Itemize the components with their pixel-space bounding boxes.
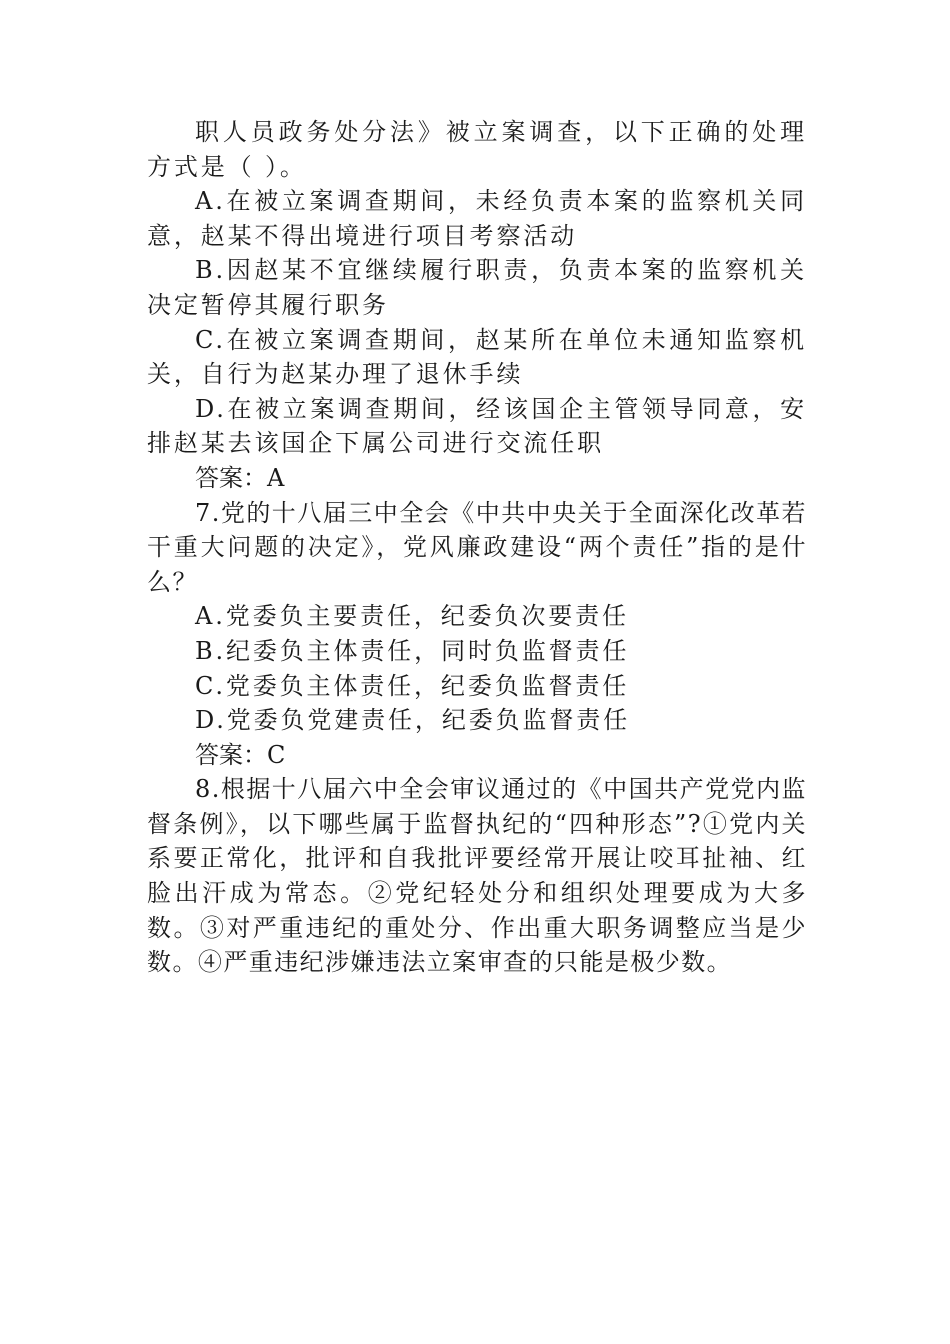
- question-7-option-c: C.党委负主体责任，纪委负监督责任: [195, 671, 630, 700]
- question-7-option-a: A.党委负主要责任，纪委负次要责任: [195, 602, 629, 631]
- paragraph-question-continuation: 职人员政务处分法》被立案调查，以下正确的处理方式是（ ）。: [147, 118, 807, 181]
- option-c: C.在被立案调查期间，赵某所在单位未通知监察机关，自行为赵某办理了退休手续: [147, 325, 807, 389]
- question-8: 8.根据十八届六中全会审议通过的《中国共产党党内监督条例》，以下哪些属于监督执纪的“四种形态”?①党内关系要正常化，批评和自我批评要经常开展让咬耳扯袖、红脸出汗成为常态。②党纪轻处分和组织处理要成为大多数。③对严重违纪的重处分、作出重大职务调整应当是少数。④严重违纪涉嫌违法立案审查的只能是极少数。: [147, 775, 807, 977]
- question-7-option-b: B.纪委负主体责任，同时负监督责任: [195, 636, 630, 665]
- question-7: 7.党的十八届三中全会《中共中央关于全面深化改革若干重大问题的决定》，党风廉政建设“两个责任”指的是什么？: [147, 498, 807, 596]
- answer-line-7: 答案：C: [195, 740, 286, 769]
- question-7-option-d: D.党委负党建责任，纪委负监督责任: [195, 706, 630, 735]
- option-b: B.因赵某不宜继续履行职责，负责本案的监察机关决定暂停其履行职务: [147, 256, 807, 319]
- answer-line: 答案：A: [195, 463, 285, 492]
- option-d: D.在被立案调查期间，经该国企主管领导同意，安排赵某去该国企下属公司进行交流任职: [147, 394, 807, 458]
- document-body: [147, 115, 807, 980]
- option-a: A.在被立案调查期间，未经负责本案的监察机关同意，赵某不得出境进行项目考察活动: [147, 187, 807, 250]
